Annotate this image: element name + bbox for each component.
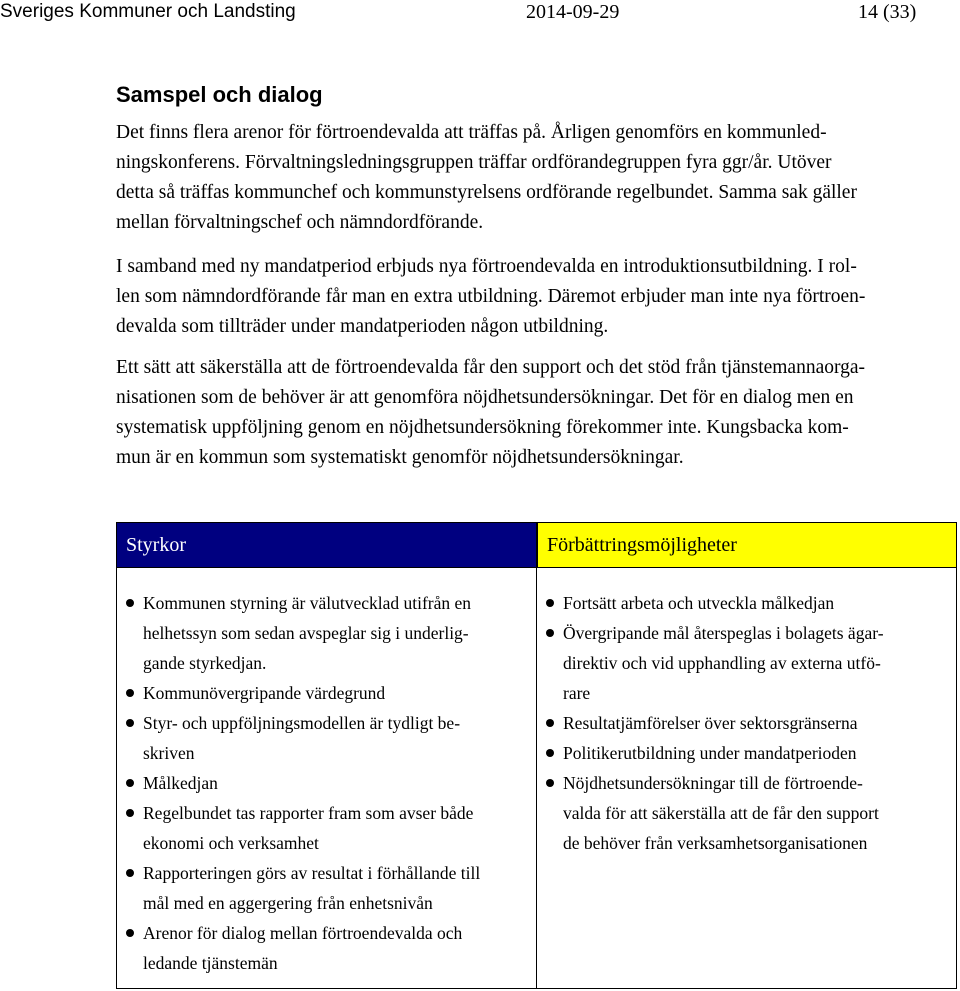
- strength-item: [117, 738, 536, 768]
- improvement-item-text: Övergripande mål återspeglas i bolagets ägar-: [563, 623, 884, 643]
- strength-item: [117, 858, 536, 888]
- bullet-icon: [546, 719, 554, 727]
- strengths-header: Styrkor: [116, 522, 537, 568]
- strength-item-text: gande styrkedjan.: [143, 653, 267, 673]
- improvement-item-text: de behöver från verksamhetsorganisationen: [563, 833, 868, 853]
- bullet-icon: [546, 629, 554, 637]
- page-header: [0, 0, 960, 28]
- bullet-icon: [546, 749, 554, 757]
- bullet-icon: [126, 809, 134, 817]
- improvements-list: [537, 588, 956, 858]
- strength-item-text: Styr- och uppföljningsmodellen är tydligt be-: [143, 713, 461, 733]
- bullet-icon: [546, 779, 554, 787]
- paragraph-line: systematisk uppföljning genom en nöjdhetsundersökning förekommer inte. Kungsbacka kom-: [116, 417, 849, 438]
- strengths-cell: [116, 568, 537, 989]
- bullet-icon: [126, 689, 134, 697]
- paragraph-line: I samband med ny mandatperiod erbjuds nya förtroendevalda en introduktionsutbildning. I rol-: [116, 256, 857, 277]
- strength-item: [117, 918, 536, 948]
- bullet-icon: [126, 599, 134, 607]
- strength-item: [117, 678, 536, 708]
- strength-item-text: Rapporteringen görs av resultat i förhållande till: [143, 863, 481, 883]
- paragraph-utbildning: [116, 252, 956, 342]
- strength-item-text: skriven: [143, 743, 195, 763]
- strength-item-text: ekonomi och verksamhet: [143, 833, 319, 853]
- improvement-item-text: Politikerutbildning under mandatperioden: [563, 743, 857, 763]
- strength-item-text: Kommunen styrning är välutvecklad utifrån en: [143, 593, 472, 613]
- improvements-cell: [537, 568, 957, 989]
- paragraph-line: mellan förvaltningschef och nämndordförande.: [116, 212, 484, 233]
- improvement-item-text: Nöjdhetsundersökningar till de förtroende-: [563, 773, 863, 793]
- page-number: 14 (33): [858, 1, 917, 23]
- improvement-item: [537, 738, 956, 768]
- improvement-item-text: Fortsätt arbeta och utveckla målkedjan: [563, 593, 835, 613]
- improvement-item: [537, 708, 956, 738]
- paragraph-arenor: [116, 118, 956, 238]
- improvement-item: [537, 828, 956, 858]
- improvement-item: [537, 588, 956, 618]
- strength-item: [117, 798, 536, 828]
- paragraph-line: devalda som tillträder under mandatperioden någon utbildning.: [116, 316, 609, 337]
- improvement-item: [537, 768, 956, 798]
- bullet-icon: [126, 719, 134, 727]
- document-date: 2014-09-29: [526, 1, 620, 23]
- strength-item-text: ledande tjänstemän: [143, 953, 278, 973]
- improvement-item-text: direktiv och vid upphandling av externa utfö-: [563, 653, 881, 673]
- strength-item: [117, 828, 536, 858]
- bullet-icon: [126, 869, 134, 877]
- strength-item-text: Regelbundet tas rapporter fram som avser både: [143, 803, 474, 823]
- strength-item: [117, 948, 536, 978]
- paragraph-line: mun är en kommun som systematiskt genomför nöjdhetsundersökningar.: [116, 447, 684, 468]
- paragraph-line: nisationen som de behöver är att genomföra nöjdhetsundersökningar. Det för en dialog men en: [116, 387, 854, 408]
- strength-item: [117, 888, 536, 918]
- improvement-item: [537, 678, 956, 708]
- improvement-item-text: rare: [563, 683, 591, 703]
- paragraph-nojdhet: [116, 353, 956, 473]
- paragraph-line: detta så träffas kommunchef och kommunstyrelsens ordförande regelbundet. Samma sak gäller: [116, 182, 857, 203]
- paragraph-line: len som nämndordförande får man en extra utbildning. Däremot erbjuder man inte nya förtroen-: [116, 286, 866, 307]
- paragraph-line: Det finns flera arenor för förtroendevalda att träffas på. Årligen genomförs en kommunled-: [116, 122, 827, 143]
- section-title: Samspel och dialog: [116, 82, 323, 107]
- strength-item: [117, 618, 536, 648]
- strength-item-text: mål med en aggergering från enhetsnivån: [143, 893, 433, 913]
- strength-item-text: Målkedjan: [143, 773, 218, 793]
- paragraph-line: Ett sätt att säkerställa att de förtroendevalda får den support och det stöd från tjänstemannaorga-: [116, 357, 866, 378]
- strengths-list: [117, 588, 536, 978]
- bullet-icon: [126, 779, 134, 787]
- bullet-icon: [126, 929, 134, 937]
- improvements-header: Förbättringsmöjligheter: [537, 522, 957, 568]
- improvement-item: [537, 648, 956, 678]
- improvement-item-text: Resultatjämförelser över sektorsgränserna: [563, 713, 858, 733]
- strength-item: [117, 588, 536, 618]
- strength-item-text: helhetssyn som sedan avspeglar sig i underlig-: [143, 623, 469, 643]
- swot-table: [116, 522, 957, 989]
- strength-item-text: Arenor för dialog mellan förtroendevalda och: [143, 923, 463, 943]
- improvement-item-text: valda för att säkerställa att de får den support: [563, 803, 879, 823]
- strength-item: [117, 768, 536, 798]
- organization-name: Sveriges Kommuner och Landsting: [0, 1, 296, 22]
- strength-item-text: Kommunövergripande värdegrund: [143, 683, 386, 703]
- improvement-item: [537, 798, 956, 828]
- bullet-icon: [546, 599, 554, 607]
- paragraph-line: ningskonferens. Förvaltningsledningsgruppen träffar ordförandegruppen fyra ggr/år. Utöver: [116, 152, 832, 173]
- strength-item: [117, 708, 536, 738]
- strength-item: [117, 648, 536, 678]
- improvement-item: [537, 618, 956, 648]
